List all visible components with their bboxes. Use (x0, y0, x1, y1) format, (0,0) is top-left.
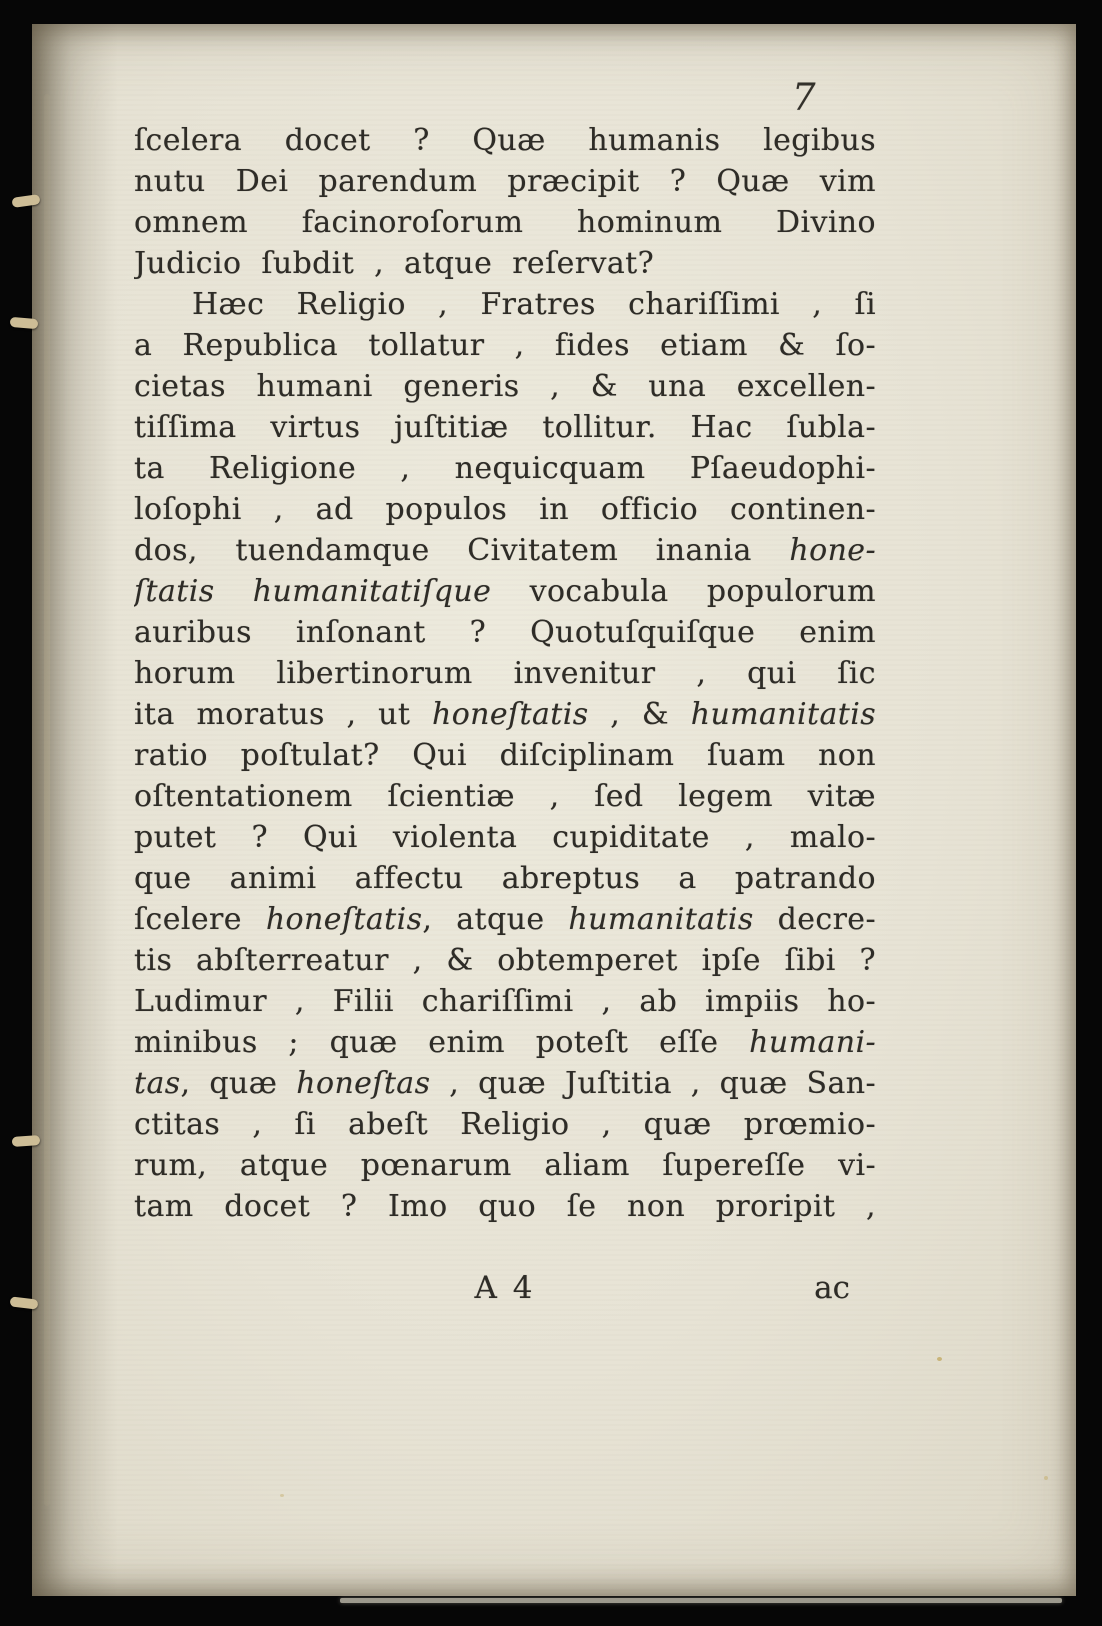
text-line (134, 1063, 876, 1104)
paper-speck (280, 1494, 284, 1497)
body-text: cietas humani generis , & una excellen- (134, 369, 876, 404)
body-text: tis abſterreatur , & obtemperet ipſe ſibi ? (134, 943, 876, 978)
body-text: , & (588, 697, 691, 732)
italic-text: honeſtas (296, 1066, 431, 1101)
body-text: , atque (422, 902, 569, 937)
italic-text: ſtatis humanitatiſque (134, 574, 492, 609)
text-line (134, 858, 876, 899)
text-line (134, 243, 876, 284)
body-text: ita moratus , ut (134, 697, 432, 732)
body-text: vocabula populorum (491, 574, 876, 609)
italic-text: honeſtatis (265, 902, 423, 937)
body-text: ſcelera docet ? Quæ humanis legibus (134, 123, 876, 158)
text-line (134, 1104, 876, 1145)
text-line (134, 694, 876, 735)
body-text: , quæ Juſtitia , quæ San- (430, 1066, 876, 1101)
catchword: ac (814, 1270, 850, 1306)
text-line (134, 653, 876, 694)
body-text: nutu Dei parendum præcipit ? Quæ vim (134, 164, 876, 199)
italic-text: humanitatis (690, 697, 876, 732)
body-text: ta Religione , nequicquam Pſaeudophi- (134, 451, 876, 486)
body-text: putet ? Qui violenta cupiditate , malo- (134, 820, 876, 855)
body-text: decre- (753, 902, 876, 937)
text-line (134, 1022, 876, 1063)
text-line (134, 325, 876, 366)
text-line (134, 981, 876, 1022)
body-text: dos, tuendamque Civitatem inania (134, 533, 790, 568)
paper-speck (937, 1357, 942, 1361)
binding-thread (10, 317, 39, 329)
body-text: Hæc Religio , Fratres chariſſimi , ſi (192, 287, 876, 322)
body-text: a Republica tollatur , fides etiam & ſo- (134, 328, 876, 363)
body-text: tiſſima virtus juſtitiæ tollitur. Hac ſubla- (134, 410, 876, 445)
page-text (134, 120, 876, 1227)
body-text: rum, atque pœnarum aliam ſupereſſe vi- (134, 1148, 876, 1183)
text-line (134, 899, 876, 940)
text-line (134, 1145, 876, 1186)
signature-mark: A 4 (474, 1270, 536, 1306)
page-number: 7 (792, 76, 816, 119)
paper-speck (1044, 1476, 1048, 1480)
body-text: Ludimur , Filii chariſſimi , ab impiis ho- (134, 984, 876, 1019)
body-text: que animi affectu abreptus a patrando (134, 861, 876, 896)
body-text: minibus ; quæ enim poteſt eſſe (134, 1025, 750, 1060)
body-text: horum libertinorum invenitur , qui ſic (134, 656, 876, 691)
italic-text: hone- (789, 533, 876, 568)
text-line (134, 1186, 876, 1227)
text-line (134, 530, 876, 571)
binding-thread (9, 1296, 38, 1309)
body-text: omnem facinoroſorum hominum Divino (134, 205, 876, 240)
italic-text: honeſtatis (431, 697, 589, 732)
body-text: Judicio ſubdit , atque reſervat? (134, 246, 655, 281)
body-text: ctitas , ſi abeſt Religio , quæ prœmio- (134, 1107, 876, 1142)
binding-thread (12, 1135, 41, 1147)
page-footer (134, 1270, 876, 1316)
text-line (134, 202, 876, 243)
text-line (134, 776, 876, 817)
italic-text: humanitatis (568, 902, 754, 937)
text-line (134, 448, 876, 489)
body-text: ratio poſtulat? Qui diſciplinam ſuam non (134, 738, 876, 773)
text-line (134, 817, 876, 858)
text-line (134, 284, 876, 325)
italic-text: tas (134, 1066, 181, 1101)
page-stack-edge (44, 94, 50, 1506)
body-text: ſcelere (134, 902, 266, 937)
text-line (134, 612, 876, 653)
text-line (134, 120, 876, 161)
body-text: loſophi , ad populos in officio continen- (134, 492, 876, 527)
text-line (134, 161, 876, 202)
text-line (134, 489, 876, 530)
text-line (134, 366, 876, 407)
text-line (134, 735, 876, 776)
italic-text: humani- (749, 1025, 876, 1060)
body-text: tam docet ? Imo quo ſe non proripit , (134, 1189, 876, 1224)
body-text: oſtentationem ſcientiæ , ſed legem vitæ (134, 779, 876, 814)
text-line (134, 407, 876, 448)
under-page-edge (340, 1598, 1062, 1603)
text-line (134, 940, 876, 981)
book-page (32, 24, 1076, 1596)
body-text: auribus inſonant ? Quotuſquiſque enim (134, 615, 876, 650)
body-text: , quæ (180, 1066, 297, 1101)
text-line (134, 571, 876, 612)
